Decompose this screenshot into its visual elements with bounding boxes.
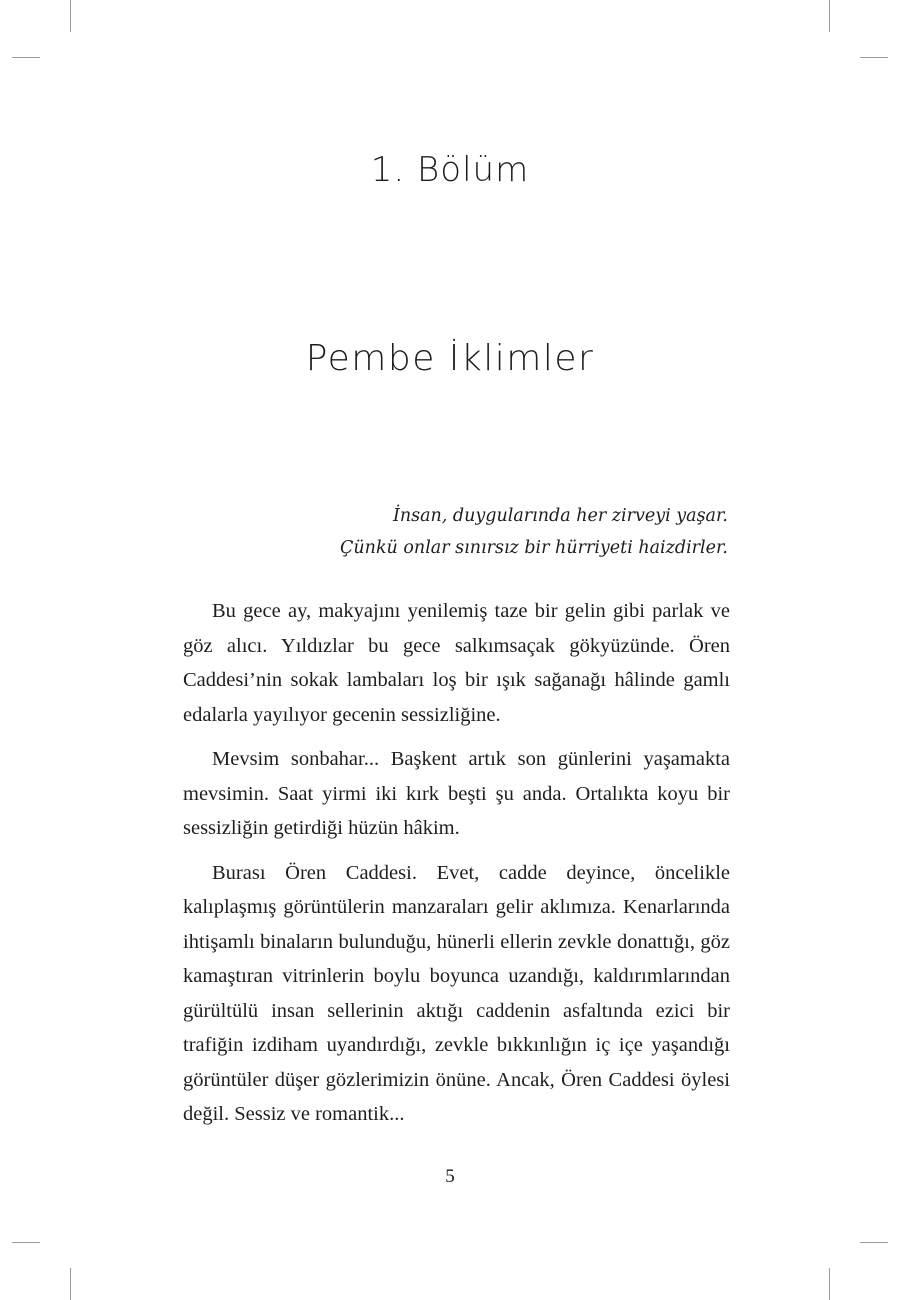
body-text	[183, 594, 730, 1142]
paragraph: Burası Ören Caddesi. Evet, cadde deyince, öncelikle kalıplaşmış görüntülerin manzaraları gelir aklımıza. Kenarlarında ihtişamlı binaların bulunduğu, hünerli ellerin zevkle donattığı, göz kamaştıran vitrinlerin boylu boyunca uzandığı, kaldırımlarından gürültülü insan sellerinin aktığı caddenin asfaltında ezici bir trafiğin izdiham uyandırdığı, zevkle bıkkınlığın iç içe yaşandığı görüntüler düşer gözlerimizin önüne. Ancak, Ören Caddesi öylesi değil. Sessiz ve romantik...	[183, 861, 730, 1125]
paragraph: Mevsim sonbahar... Başkent artık son günlerini yaşamakta mevsimin. Saat yirmi iki kırk beşti şu anda. Ortalıkta koyu bir sessizliğin getirdiği hüzün hâkim.	[183, 748, 730, 839]
crop-mark-top-right-horizontal	[860, 57, 888, 58]
paragraph: Bu gece ay, makyajını yenilemiş taze bir gelin gibi parlak ve göz alıcı. Yıldızlar bu gece salkımsaçak gökyüzünde. Ören Caddesi’nin sokak lambaları loş bir ışık sağanağı hâlinde gamlı edalarla yayılıyor gecenin sessizliğine.	[183, 600, 730, 726]
crop-mark-bottom-left-vertical	[70, 1268, 71, 1300]
chapter-title: Pembe İklimler	[305, 338, 595, 379]
page-number: 5	[445, 1166, 455, 1187]
epigraph-line: İnsan, duygularında her zirveyi yaşar.	[392, 506, 728, 526]
epigraph	[340, 500, 728, 564]
crop-mark-bottom-right-horizontal	[860, 1242, 888, 1243]
crop-mark-top-right-vertical	[829, 0, 830, 32]
crop-mark-top-left-vertical	[70, 0, 71, 32]
crop-mark-top-left-horizontal	[12, 57, 40, 58]
crop-mark-bottom-right-vertical	[829, 1268, 830, 1300]
epigraph-line: Çünkü onlar sınırsız bir hürriyeti haizdirler.	[340, 538, 728, 558]
crop-mark-bottom-left-horizontal	[12, 1242, 40, 1243]
chapter-number: 1. Bölüm	[370, 150, 530, 190]
